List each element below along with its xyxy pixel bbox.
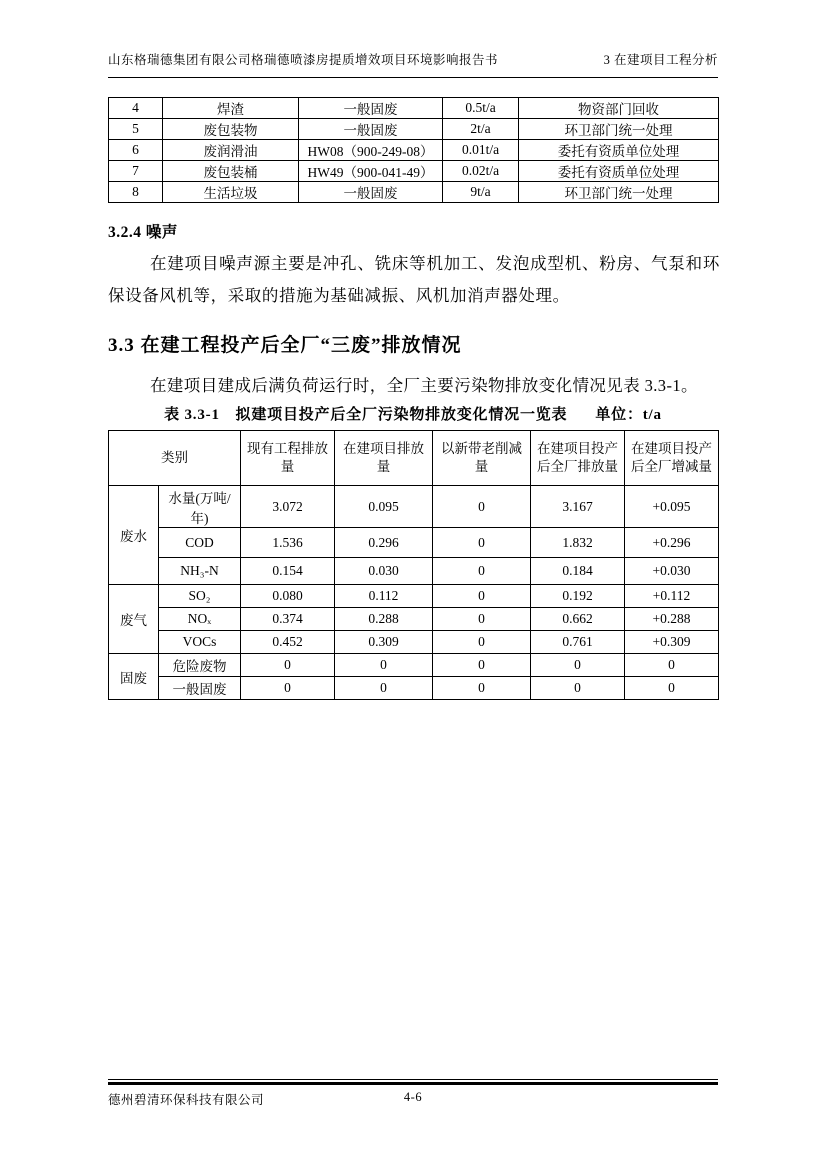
document-header — [108, 50, 718, 78]
cell-amount: 0.01t/a — [443, 140, 519, 161]
pollutant-item-cell: VOCs — [159, 631, 241, 654]
cell-no: 4 — [109, 98, 163, 119]
emission-row — [109, 528, 719, 558]
cell-disposal: 委托有资质单位处理 — [519, 161, 719, 182]
waste-table-row — [109, 98, 719, 119]
value-cell: 1.536 — [241, 528, 335, 558]
pollutant-item-cell: 水量(万吨/年) — [159, 486, 241, 528]
col-header-net-change: 在建项目投产后全厂增减量 — [625, 431, 719, 486]
value-cell: 0.374 — [241, 608, 335, 631]
header-title: 山东格瑞德集团有限公司格瑞德喷漆房提质增效项目环境影响报告书 — [108, 53, 499, 67]
value-cell: 0.192 — [531, 585, 625, 608]
cell-amount: 0.02t/a — [443, 161, 519, 182]
cell-category: 一般固废 — [299, 119, 443, 140]
header-chapter: 3 在建项目工程分析 — [603, 53, 718, 67]
cell-category: HW08（900-249-08） — [299, 140, 443, 161]
value-cell: 0 — [625, 677, 719, 700]
pollutant-item-cell: NH₃-N — [159, 558, 241, 585]
emission-row — [109, 558, 719, 585]
cell-no: 7 — [109, 161, 163, 182]
value-cell: 0.761 — [531, 631, 625, 654]
table-caption-row — [108, 403, 718, 424]
emission-row — [109, 631, 719, 654]
cell-amount: 9t/a — [443, 182, 519, 203]
value-cell: 0 — [433, 608, 531, 631]
value-cell: 3.167 — [531, 486, 625, 528]
cell-name: 焊渣 — [163, 98, 299, 119]
col-header-total-after: 在建项目投产后全厂排放量 — [531, 431, 625, 486]
waste-table-row — [109, 182, 719, 203]
footer-rule — [108, 1079, 718, 1085]
value-cell: 0 — [433, 631, 531, 654]
table-caption: 表 3.3-1 拟建项目投产后全厂污染物排放变化情况一览表 — [164, 407, 568, 423]
value-cell: 0 — [433, 585, 531, 608]
value-cell: +0.288 — [625, 608, 719, 631]
cell-category: 一般固废 — [299, 98, 443, 119]
cell-name: 废润滑油 — [163, 140, 299, 161]
waste-table-row — [109, 119, 719, 140]
value-cell: 0.296 — [335, 528, 433, 558]
emission-change-table — [108, 430, 719, 700]
value-cell: 3.072 — [241, 486, 335, 528]
value-cell: 0.288 — [335, 608, 433, 631]
value-cell: 0 — [531, 677, 625, 700]
value-cell: 0.095 — [335, 486, 433, 528]
emission-row — [109, 654, 719, 677]
cell-amount: 2t/a — [443, 119, 519, 140]
table-unit-label: 单位：t/a — [595, 407, 662, 423]
emission-header-row — [109, 431, 719, 486]
emission-row — [109, 677, 719, 700]
value-cell: 0.452 — [241, 631, 335, 654]
cell-name: 废包装桶 — [163, 161, 299, 182]
col-header-offset: 以新带老削减量 — [433, 431, 531, 486]
emission-row — [109, 608, 719, 631]
value-cell: 0 — [241, 654, 335, 677]
value-cell: 0 — [241, 677, 335, 700]
waste-disposal-table — [108, 97, 719, 203]
emission-row — [109, 486, 719, 528]
cell-amount: 0.5t/a — [443, 98, 519, 119]
cell-disposal: 委托有资质单位处理 — [519, 140, 719, 161]
value-cell: 0 — [335, 654, 433, 677]
pollutant-item-cell: 一般固废 — [159, 677, 241, 700]
group-label-cell: 固废 — [109, 654, 159, 700]
pollutant-item-cell: COD — [159, 528, 241, 558]
cell-category: 一般固废 — [299, 182, 443, 203]
section-heading-emission: 3.3 在建工程投产后全厂“三废”排放情况 — [108, 335, 462, 356]
value-cell: 0 — [335, 677, 433, 700]
value-cell: 1.832 — [531, 528, 625, 558]
waste-table-row — [109, 161, 719, 182]
cell-no: 5 — [109, 119, 163, 140]
value-cell: +0.309 — [625, 631, 719, 654]
cell-disposal: 物资部门回收 — [519, 98, 719, 119]
paragraph-noise: 在建项目噪声源主要是冲孔、铣床等机加工、发泡成型机、粉房、气泵和环保设备风机等，采取的措施为基础减振、风机加消声器处理。 — [108, 254, 720, 305]
section-heading-noise: 3.2.4 噪声 — [108, 224, 178, 241]
value-cell: 0.112 — [335, 585, 433, 608]
pollutant-item-cell: 危险废物 — [159, 654, 241, 677]
group-label-cell: 废水 — [109, 486, 159, 585]
value-cell: 0.309 — [335, 631, 433, 654]
paragraph-emission: 在建项目建成后满负荷运行时，全厂主要污染物排放变化情况见表 3.3-1。 — [150, 376, 698, 395]
footer-company: 德州碧清环保科技有限公司 — [108, 1093, 265, 1107]
value-cell: 0.154 — [241, 558, 335, 585]
value-cell: +0.030 — [625, 558, 719, 585]
pollutant-item-cell: SO₂ — [159, 585, 241, 608]
value-cell: 0 — [433, 486, 531, 528]
group-label-cell: 废气 — [109, 585, 159, 654]
cell-name: 生活垃圾 — [163, 182, 299, 203]
value-cell: 0 — [625, 654, 719, 677]
emission-row — [109, 585, 719, 608]
value-cell: 0.030 — [335, 558, 433, 585]
col-header-under-construction: 在建项目排放量 — [335, 431, 433, 486]
cell-no: 8 — [109, 182, 163, 203]
value-cell: +0.296 — [625, 528, 719, 558]
value-cell: 0 — [433, 558, 531, 585]
col-header-category: 类别 — [109, 431, 241, 486]
waste-table-row — [109, 140, 719, 161]
value-cell: +0.112 — [625, 585, 719, 608]
cell-category: HW49（900-041-49） — [299, 161, 443, 182]
value-cell: 0 — [433, 528, 531, 558]
value-cell: 0 — [433, 654, 531, 677]
footer-page-number: 4-6 — [403, 1090, 423, 1104]
value-cell: 0.184 — [531, 558, 625, 585]
cell-no: 6 — [109, 140, 163, 161]
value-cell: +0.095 — [625, 486, 719, 528]
value-cell: 0.080 — [241, 585, 335, 608]
value-cell: 0 — [531, 654, 625, 677]
value-cell: 0.662 — [531, 608, 625, 631]
cell-disposal: 环卫部门统一处理 — [519, 119, 719, 140]
col-header-existing: 现有工程排放量 — [241, 431, 335, 486]
value-cell: 0 — [433, 677, 531, 700]
pollutant-item-cell: NOₓ — [159, 608, 241, 631]
cell-disposal: 环卫部门统一处理 — [519, 182, 719, 203]
cell-name: 废包装物 — [163, 119, 299, 140]
